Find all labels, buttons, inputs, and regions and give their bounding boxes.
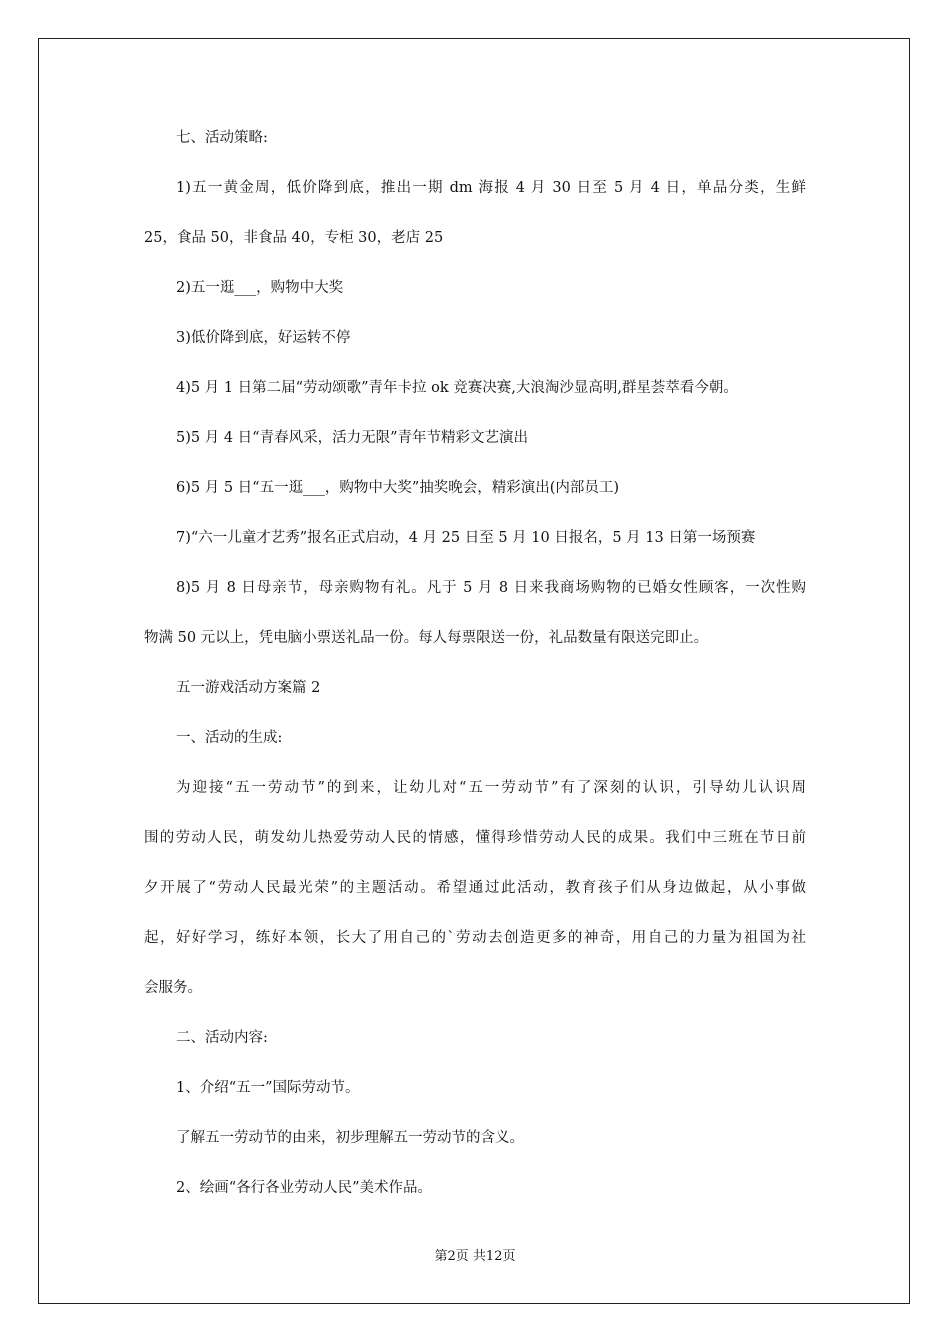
paragraph-line: 25，食品 50，非食品 40，专柜 30，老店 25 <box>144 230 444 246</box>
list-item: 5)5 月 4 日“青春风采，活力无限”青年节精彩文艺演出 <box>176 430 528 446</box>
paragraph-line: 为迎接“五一劳动节”的到来，让幼儿对“五一劳动节”有了深刻的认识，引导幼儿认识周 <box>176 780 806 796</box>
section-heading-content: 二、活动内容: <box>176 1030 268 1046</box>
list-item: 2、绘画“各行各业劳动人民”美术作品。 <box>176 1180 433 1196</box>
list-item: 6)5 月 5 日“五一逛___，购物中大奖”抽奖晚会，精彩演出(内部员工) <box>176 480 620 496</box>
paragraph-line: 1)五一黄金周，低价降到底，推出一期 dm 海报 4 月 30 日至 5 月 4 日，单品分类，生鲜 <box>176 180 806 196</box>
section-heading-strategy: 七、活动策略: <box>176 130 268 146</box>
page-number-footer: 第2页 共12页 <box>434 1249 516 1264</box>
paragraph-line: 物满 50 元以上，凭电脑小票送礼品一份。每人每票限送一份，礼品数量有限送完即止。 <box>144 630 709 646</box>
list-item: 2)五一逛___，购物中大奖 <box>176 280 344 296</box>
list-item: 4)5 月 1 日第二届“劳动颂歌”青年卡拉 ok 竞赛决赛,大浪淘沙显高明,群星荟萃看今朝。 <box>176 380 738 396</box>
paragraph-line: 围的劳动人民，萌发幼儿热爱劳动人民的情感，懂得珍惜劳动人民的成果。我们中三班在节日前 <box>144 830 806 846</box>
section-heading-generation: 一、活动的生成: <box>176 730 283 746</box>
list-item: 3)低价降到底，好运转不停 <box>176 330 351 346</box>
paragraph-line: 8)5 月 8 日母亲节，母亲购物有礼。凡于 5 月 8 日来我商场购物的已婚女性顾客，一次性购 <box>176 580 806 596</box>
paragraph-line: 会服务。 <box>144 980 202 996</box>
paragraph-line: 起，好好学习，练好本领，长大了用自己的`劳动去创造更多的神奇，用自己的力量为祖国为社 <box>144 930 806 946</box>
list-item: 1、介绍“五一”国际劳动节。 <box>176 1080 360 1096</box>
list-item: 7)“六一儿童才艺秀”报名正式启动，4 月 25 日至 5 月 10 日报名，5 月 13 日第一场预赛 <box>176 530 756 546</box>
article-title: 五一游戏活动方案篇 2 <box>176 680 321 696</box>
paragraph-line: 了解五一劳动节的由来，初步理解五一劳动节的含义。 <box>176 1130 524 1146</box>
paragraph-line: 夕开展了“劳动人民最光荣”的主题活动。希望通过此活动，教育孩子们从身边做起，从小事做 <box>144 880 806 896</box>
